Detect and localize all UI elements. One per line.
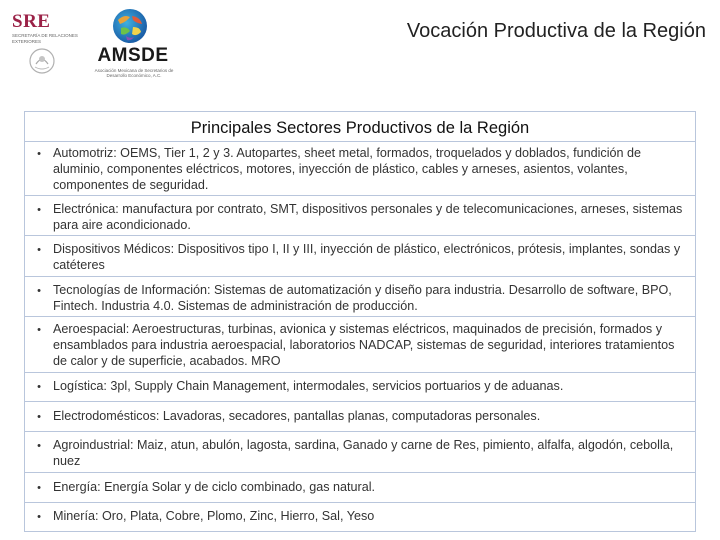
bullet-icon: • — [37, 204, 41, 216]
slide-title: Vocación Productiva de la Región — [406, 20, 706, 42]
bullet-icon: • — [37, 482, 41, 494]
row-text: Aeroespacial: Aeroestructuras, turbinas, avionica y sistemas eléctricos, maquinados de precisión, formados y ensamblados para industria aeroespacial, laboratorios NADCAP, sistemas de seguridad, interiores tratamientos de calor y de superficie, acabados. MRO — [53, 322, 675, 368]
bullet-icon: • — [37, 324, 41, 336]
bullet-icon: • — [37, 511, 41, 523]
table-row — [25, 236, 695, 277]
table-row — [25, 473, 695, 503]
bullet-icon: • — [37, 285, 41, 297]
row-text: Tecnologías de Información: Sistemas de automatización y diseño para industria. Desarrollo de software, BPO, Fintech. Industria 4.0. Sistemas de administración de producción. — [53, 283, 672, 313]
sectors-table — [24, 111, 696, 532]
table-row — [25, 142, 695, 196]
sre-logo — [12, 12, 82, 74]
mexico-seal-icon — [28, 47, 56, 75]
bullet-icon: • — [37, 148, 41, 160]
table-row — [25, 402, 695, 432]
row-text: Electrónica: manufactura por contrato, SMT, dispositivos personales y de telecomunicaciones, arneses, sistemas para aire acondicionado. — [53, 202, 683, 232]
bullet-icon: • — [37, 411, 41, 423]
table-row — [25, 317, 695, 373]
table-heading: Principales Sectores Productivos de la Región — [25, 112, 695, 142]
globe-icon — [112, 8, 148, 44]
amsde-subtitle: Asociación Mexicana de Secretarios de Desarrollo Económico, A.C. — [94, 68, 174, 78]
table-row — [25, 373, 695, 402]
amsde-logo — [88, 8, 178, 78]
row-text: Logística: 3pl, Supply Chain Management, intermodales, servicios portuarios y de aduanas. — [53, 379, 564, 393]
row-text: Automotriz: OEMS, Tier 1, 2 y 3. Autopartes, sheet metal, formados, troquelados y doblados, fundición de aluminio, componentes eléctricos, motores, inyección de plástico, cables y arneses, asientos, volantes, componentes de seguridad. — [53, 146, 642, 192]
sre-subtitle: SECRETARÍA DE RELACIONES EXTERIORES — [12, 33, 78, 44]
row-text: Minería: Oro, Plata, Cobre, Plomo, Zinc, Hierro, Sal, Yeso — [53, 509, 375, 523]
bullet-icon: • — [37, 440, 41, 452]
sre-name: SRE — [12, 11, 51, 32]
table-row — [25, 503, 695, 531]
header — [0, 0, 720, 85]
table-row — [25, 196, 695, 236]
row-text: Agroindustrial: Maiz, atun, abulón, lagosta, sardina, Ganado y carne de Res, pimiento, alfalfa, algodón, cebolla, nuez — [53, 438, 674, 468]
bullet-icon: • — [37, 381, 41, 393]
row-text: Dispositivos Médicos: Dispositivos tipo I, II y III, inyección de plástico, electrónicos, prótesis, implantes, sondas y catéteres — [53, 242, 681, 272]
amsde-name: AMSDE — [97, 45, 169, 66]
table-row — [25, 432, 695, 473]
table-row — [25, 277, 695, 317]
row-text: Energía: Energía Solar y de ciclo combinado, gas natural. — [53, 480, 376, 494]
row-text: Electrodomésticos: Lavadoras, secadores, pantallas planas, computadoras personales. — [53, 409, 541, 423]
bullet-icon: • — [37, 244, 41, 256]
